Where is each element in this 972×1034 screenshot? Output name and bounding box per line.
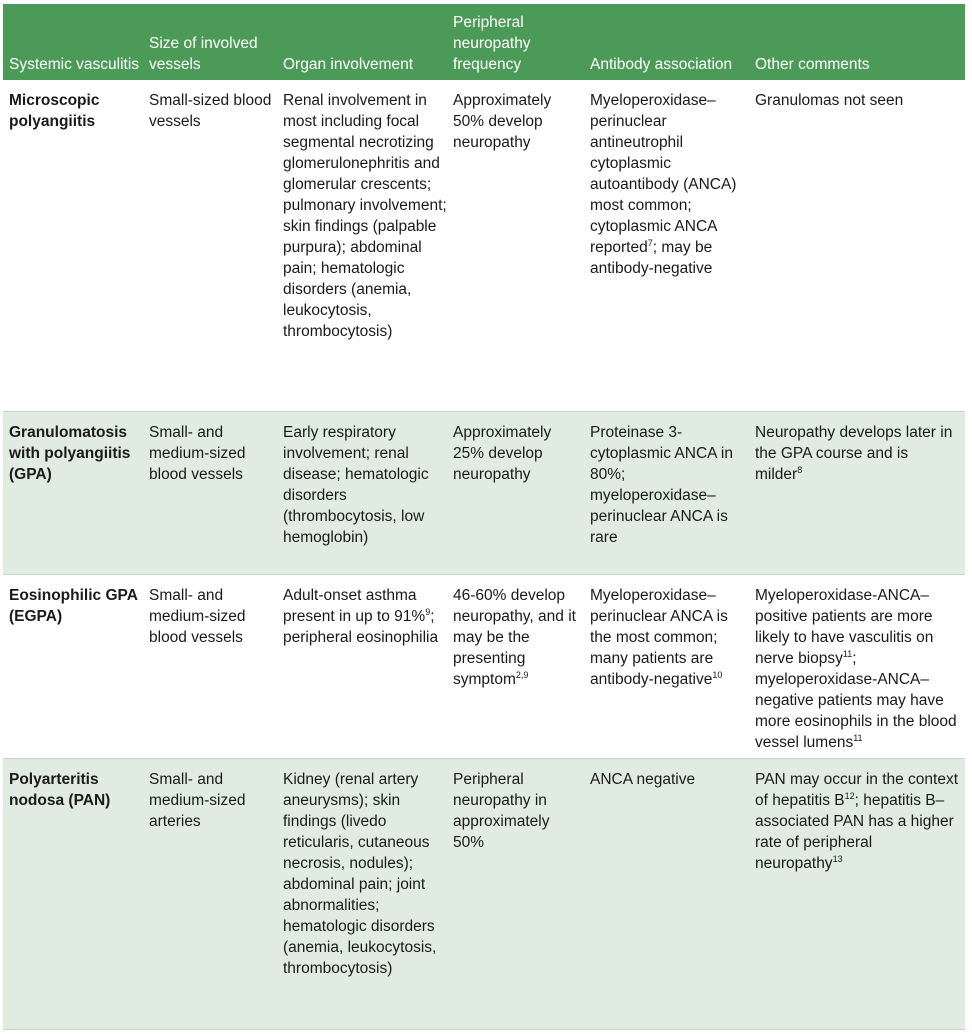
comment-text: Myeloperoxidase-ANCA–positive patients are more likely to have vasculitis on nerve biopsy	[755, 587, 934, 667]
header-antibody-association: Antibody association	[590, 56, 733, 73]
citation: 10	[712, 669, 723, 680]
comment-text: ; hepatitis B–associated PAN has a higher rate of peripheral neuropathy	[755, 792, 954, 872]
antibody-text: Myeloperoxidase–perinuclear antineutrophil cytoplasmic autoantibody (ANCA) most common; cytoplasmic ANCA reported	[590, 92, 737, 256]
citation: 2,9	[515, 669, 529, 680]
other-comments	[755, 759, 965, 1029]
vessel-size: Small- and medium-sized blood vessels	[149, 587, 246, 646]
vasculitis-name: Eosinophilic GPA (EGPA)	[9, 587, 138, 625]
vasculitis-name: Polyarteritis nodosa (PAN)	[9, 771, 111, 809]
header-vessel-size: Size of involved vessels	[149, 35, 258, 73]
comment-text: ; myeloperoxidase-ANCA–negative patients may have more eosinophils in the blood vessel lumens	[755, 650, 957, 751]
citation: 8	[797, 464, 803, 475]
vasculitis-name: Microscopic polyangiitis	[9, 92, 100, 130]
organ-text: ; peripheral eosinophilia	[283, 608, 439, 646]
vessel-size: Small- and medium-sized arteries	[149, 771, 246, 830]
table-row	[3, 80, 965, 412]
neuropathy-frequency	[453, 575, 590, 758]
antibody-text: ANCA negative	[590, 771, 696, 788]
antibody-association	[590, 759, 755, 1029]
antibody-text: Myeloperoxidase–perinuclear ANCA is the most common; many patients are antibody-negative	[590, 587, 728, 688]
organ-involvement: Early respiratory involvement; renal disease; hematologic disorders (thrombocytosis, low hemoglobin)	[283, 424, 429, 546]
neuropathy-frequency: Peripheral neuropathy in approximately 50%	[453, 771, 550, 851]
vasculitis-name: Granulomatosis with polyangiitis (GPA)	[9, 424, 131, 483]
comment-text: Granulomas not seen	[755, 92, 904, 109]
citation: 11	[853, 732, 863, 743]
antibody-association	[590, 575, 755, 758]
citation: 13	[832, 853, 843, 864]
citation: 12	[844, 790, 855, 801]
header-neuropathy-frequency: Peripheral neuropathy frequency	[453, 14, 531, 73]
vessel-size: Small-sized blood vessels	[149, 92, 272, 130]
vessel-size: Small- and medium-sized blood vessels	[149, 424, 246, 483]
organ-text: Adult-onset asthma present in up to 91%	[283, 587, 426, 625]
other-comments	[755, 80, 965, 411]
neuropathy-text: 46-60% develop neuropathy, and it may be the presenting symptom	[453, 587, 576, 688]
table-row	[3, 575, 965, 759]
organ-involvement: Renal involvement in most including focal segmental necrotizing glomerulonephritis and glomerular crescents; pulmonary involvement; skin findings (palpable purpura); abdominal pain; hematologic disorders (anemia, leukocytosis, thrombocytosis)	[283, 92, 447, 340]
other-comments	[755, 412, 965, 574]
antibody-text: ; may be antibody-negative	[590, 239, 713, 277]
antibody-text: Proteinase 3-cytoplasmic ANCA in 80%; myeloperoxidase–perinuclear ANCA is rare	[590, 424, 733, 546]
citation: 7	[647, 237, 653, 248]
other-comments	[755, 575, 965, 758]
citation: 9	[425, 606, 431, 617]
neuropathy-frequency: Approximately 50% develop neuropathy	[453, 92, 552, 151]
organ-involvement	[283, 575, 453, 758]
neuropathy-frequency: Approximately 25% develop neuropathy	[453, 424, 552, 483]
header-other-comments: Other comments	[755, 56, 870, 73]
vasculitis-table	[3, 4, 965, 1030]
comment-text: Neuropathy develops later in the GPA course and is milder	[755, 424, 953, 483]
table-row	[3, 759, 965, 1030]
citation: 11	[842, 648, 853, 659]
header-systemic-vasculitis: Systemic vasculitis	[9, 56, 140, 73]
antibody-association	[590, 412, 755, 574]
organ-involvement: Kidney (renal artery aneurysms); skin findings (livedo reticularis, cutaneous necrosis, nodules); abdominal pain; joint abnormalities; hematologic disorders (anemia, leukocytosis, thrombocytosis)	[283, 771, 437, 977]
header-organ-involvement: Organ involvement	[283, 56, 414, 73]
table-header	[3, 4, 965, 80]
antibody-association	[590, 80, 755, 411]
comment-text: PAN may occur in the context of hepatitis B	[755, 771, 959, 809]
table-row	[3, 412, 965, 575]
